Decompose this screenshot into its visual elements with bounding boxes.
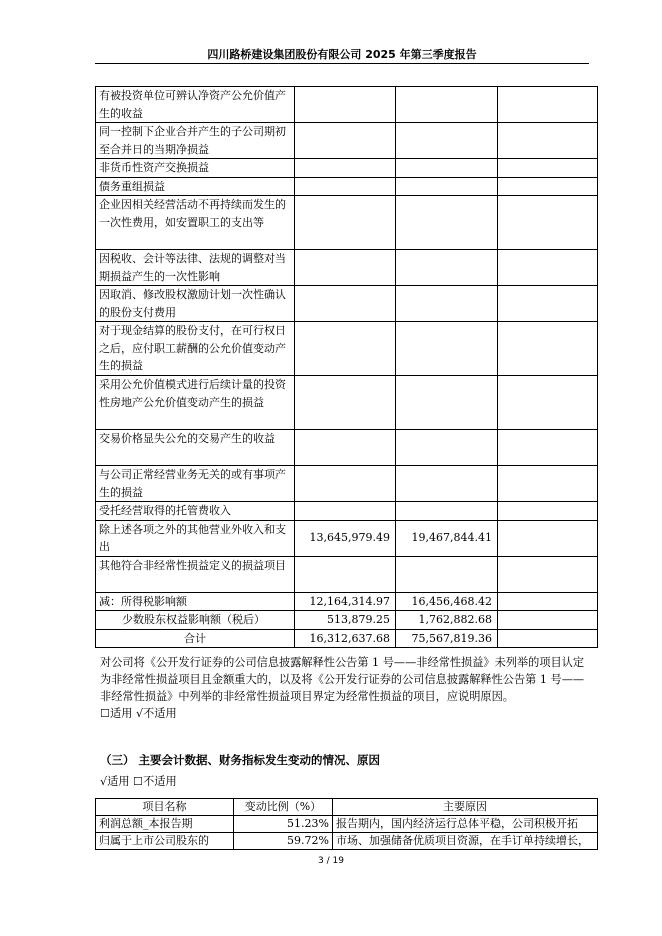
table-row xyxy=(96,430,598,466)
table-row xyxy=(96,376,598,430)
row-label: 与公司正常经营业务无关的或有事项产生的损益 xyxy=(96,466,295,502)
change-table-body xyxy=(96,816,598,850)
non-recurring-gains-body xyxy=(96,87,598,648)
table-row xyxy=(96,611,598,630)
row-amount-col2: 19,467,844.41 xyxy=(396,520,498,556)
row-label: 受托经营取得的托管费收入 xyxy=(96,502,295,521)
row-amount-col3 xyxy=(498,250,598,286)
row-amount-col3 xyxy=(498,502,598,521)
page-header: 四川路桥建设集团股份有限公司 2025 年第三季度报告 xyxy=(207,48,477,61)
row-amount-col2 xyxy=(396,159,498,178)
row-amount-col1 xyxy=(295,430,396,466)
row-amount-col2 xyxy=(396,87,498,123)
page-number: 3 / 19 xyxy=(318,856,344,866)
row-amount-col2 xyxy=(396,502,498,521)
row-amount-col2 xyxy=(396,430,498,466)
row-amount-col2 xyxy=(396,466,498,502)
table-row xyxy=(96,250,598,286)
row-amount-col3 xyxy=(498,196,598,250)
row-amount-col2 xyxy=(396,250,498,286)
row-amount-col1 xyxy=(295,87,396,123)
row-label: 交易价格显失公允的交易产生的收益 xyxy=(96,430,295,466)
row-amount-col3 xyxy=(498,520,598,556)
item-name: 归属于上市公司股东的 xyxy=(96,833,234,850)
table-row xyxy=(96,833,598,850)
row-label: 因取消、修改股权激励计划一次性确认的股份支付费用 xyxy=(96,286,295,322)
row-amount-col1 xyxy=(295,556,396,592)
row-label: 少数股东权益影响额（税后） xyxy=(96,611,295,630)
table-row xyxy=(96,592,598,611)
table-row xyxy=(96,286,598,322)
table-row xyxy=(96,466,598,502)
section-applicability: √适用 ☐不适用 xyxy=(100,775,177,788)
section-title: （三） 主要会计数据、财务指标发生变动的情况、原因 xyxy=(100,753,381,767)
table-row xyxy=(96,556,598,592)
table-row xyxy=(96,816,598,833)
row-amount-col1 xyxy=(295,250,396,286)
row-label: 合计 xyxy=(96,629,295,648)
main-reason: 报告期内，国内经济运行总体平稳，公司积极开拓 xyxy=(333,816,598,833)
row-label: 对于现金结算的股份支付，在可行权日之后，应付职工薪酬的公允价值变动产生的损益 xyxy=(96,322,295,376)
table-row xyxy=(96,177,598,196)
change-ratio: 59.72% xyxy=(234,833,333,850)
row-amount-col2 xyxy=(396,123,498,159)
row-amount-col2 xyxy=(396,322,498,376)
row-amount-col2 xyxy=(396,196,498,250)
row-amount-col1: 12,164,314.97 xyxy=(295,592,396,611)
row-label: 采用公允价值模式进行后续计量的投资性房地产公允价值变动产生的损益 xyxy=(96,376,295,430)
row-label: 企业因相关经营活动不再持续而发生的一次性费用，如安置职工的支出等 xyxy=(96,196,295,250)
row-label: 其他符合非经常性损益定义的损益项目 xyxy=(96,556,295,592)
row-amount-col1 xyxy=(295,502,396,521)
row-amount-col3 xyxy=(498,322,598,376)
row-amount-col2: 75,567,819.36 xyxy=(396,629,498,648)
row-label: 除上述各项之外的其他营业外收入和支出 xyxy=(96,520,295,556)
row-amount-col1 xyxy=(295,123,396,159)
table-row xyxy=(96,196,598,250)
row-amount-col1: 513,879.25 xyxy=(295,611,396,630)
row-amount-col1 xyxy=(295,376,396,430)
row-amount-col3 xyxy=(498,123,598,159)
row-label: 同一控制下企业合并产生的子公司期初至合并日的当期净损益 xyxy=(96,123,295,159)
row-amount-col3 xyxy=(498,611,598,630)
header-divider xyxy=(95,63,589,64)
row-label: 债务重组损益 xyxy=(96,177,295,196)
row-amount-col2 xyxy=(396,376,498,430)
row-amount-col3 xyxy=(498,466,598,502)
non-recurring-gains-table xyxy=(95,86,598,648)
row-amount-col2 xyxy=(396,286,498,322)
header-main-reason: 主要原因 xyxy=(333,799,598,816)
row-amount-col1 xyxy=(295,196,396,250)
header-item-name: 项目名称 xyxy=(96,799,234,816)
row-amount-col3 xyxy=(498,629,598,648)
row-amount-col1: 16,312,637.68 xyxy=(295,629,396,648)
main-reason: 市场、加强储备优质项目资源，在手订单持续增长， xyxy=(333,833,598,850)
row-amount-col3 xyxy=(498,376,598,430)
row-amount-col3 xyxy=(498,87,598,123)
table-row xyxy=(96,159,598,178)
row-amount-col3 xyxy=(498,556,598,592)
row-label: 减：所得税影响额 xyxy=(96,592,295,611)
row-amount-col3 xyxy=(498,592,598,611)
row-amount-col1 xyxy=(295,466,396,502)
note-paragraph: 对公司将《公开发行证券的公司信息披露解释性公告第 1 号——非经常性损益》未列举的项目认定为非经常性损益项目且金额重大的，以及将《公开发行证券的公司信息披露解释性公告第 1 号——非经常性损益》中列举的非经常性损益项目界定为经常性损益的项目，应说明原因。 xyxy=(100,656,585,703)
row-amount-col1 xyxy=(295,322,396,376)
item-name: 利润总额_本报告期 xyxy=(96,816,234,833)
row-amount-col2: 1,762,882.68 xyxy=(396,611,498,630)
table-row xyxy=(96,87,598,123)
table-row xyxy=(96,322,598,376)
row-amount-col3 xyxy=(498,177,598,196)
row-amount-col3 xyxy=(498,159,598,178)
row-label: 因税收、会计等法律、法规的调整对当期损益产生的一次性影响 xyxy=(96,250,295,286)
change-reasons-table xyxy=(95,798,598,850)
row-amount-col2 xyxy=(396,556,498,592)
change-ratio: 51.23% xyxy=(234,816,333,833)
row-amount-col1 xyxy=(295,177,396,196)
row-amount-col1: 13,645,979.49 xyxy=(295,520,396,556)
row-amount-col3 xyxy=(498,430,598,466)
row-amount-col1 xyxy=(295,286,396,322)
note-applicability: ☐适用 √不适用 xyxy=(100,707,177,720)
row-amount-col3 xyxy=(498,286,598,322)
row-label: 有被投资单位可辨认净资产公允价值产生的收益 xyxy=(96,87,295,123)
change-table-header-row xyxy=(96,799,598,816)
row-label: 非货币性资产交换损益 xyxy=(96,159,295,178)
row-amount-col2: 16,456,468.42 xyxy=(396,592,498,611)
table-row xyxy=(96,502,598,521)
table-row xyxy=(96,629,598,648)
row-amount-col1 xyxy=(295,159,396,178)
table-row xyxy=(96,520,598,556)
table-row xyxy=(96,123,598,159)
header-change-ratio: 变动比例（%） xyxy=(234,799,333,816)
row-amount-col2 xyxy=(396,177,498,196)
